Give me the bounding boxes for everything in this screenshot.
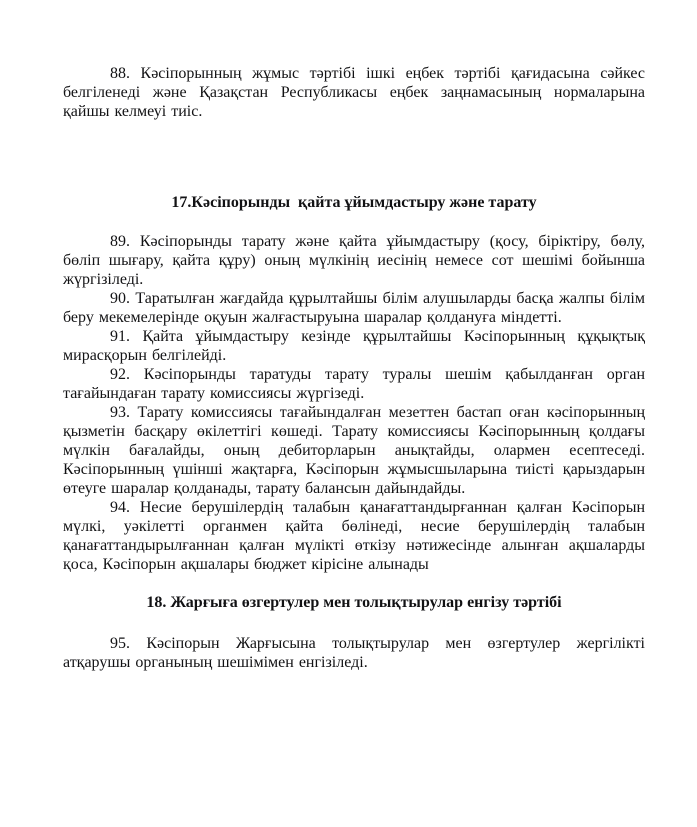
paragraph-92: 92. Кәсіпорынды таратуды тарату туралы шешім қабылданған орган тағайындаған тарату комиссиясы жүргізеді. xyxy=(63,366,645,402)
paragraph-95: 95. Кәсіпорын Жарғысына толықтырулар мен өзгертулер жергілікті атқарушы органының шешімімен енгізіледі. xyxy=(63,635,645,671)
paragraph-90: 90. Таратылған жағдайда құрылтайшы білім алушыларды басқа жалпы білім беру мекемелерінде оқуын жалғастыруына шаралар қолдануға міндетті. xyxy=(63,290,645,326)
section-18-heading: 18. Жарғыға өзгертулер мен толықтырулар енгізу тәртібі xyxy=(146,594,562,611)
paragraph-91: 91. Қайта ұйымдастыру кезінде құрылтайшы Кәсіпорынның құқықтық мирасқорын белгілейді. xyxy=(63,328,645,364)
paragraph-88: 88. Кәсіпорынның жұмыс тәртібі ішкі еңбек тәртібі қағидасына сәйкес белгіленеді және Қазақстан Республикасы еңбек заңнамасының нормаларына қайшы келмеуі тиіс. xyxy=(63,65,645,120)
paragraph-93: 93. Тарату комиссиясы тағайындалған мезеттен бастап оған кәсіпорынның қызметін басқару өкілеттігі көшеді. Тарату комиссиясы Кәсіпорынның қолдағы мүлкін бағалайды, оның дебиторларын анықтайды, олармен есептеседі. Кәсіпорынның үшінші жақтарға, Кәсіпорын жұмысшыларына тиісті қарыздарын өтеуге шаралар қолданады, тарату балансын дайындайды. xyxy=(63,404,645,497)
paragraph-89: 89. Кәсіпорынды тарату және қайта ұйымдастыру (қосу, біріктіру, бөлу, бөліп шығару, қайта құру) оның мүлкінің иесінің немесе сот шешімі бойынша жүргізіледі. xyxy=(63,233,645,288)
section-17-heading: 17.Кәсіпорынды қайта ұйымдастыру және тарату xyxy=(171,194,537,211)
paragraph-94: 94. Несие берушілердің талабын қанағаттандырғаннан қалған Кәсіпорын мүлкі, уәкілетті органмен қайта бөлінеді, несие берушілердің талабын қанағаттандырылғаннан қалған мүлікті өткізу нәтижесінде алынған ақшаларды қоса, Кәсіпорын ақшалары бюджет кірісіне алынады xyxy=(63,499,645,573)
